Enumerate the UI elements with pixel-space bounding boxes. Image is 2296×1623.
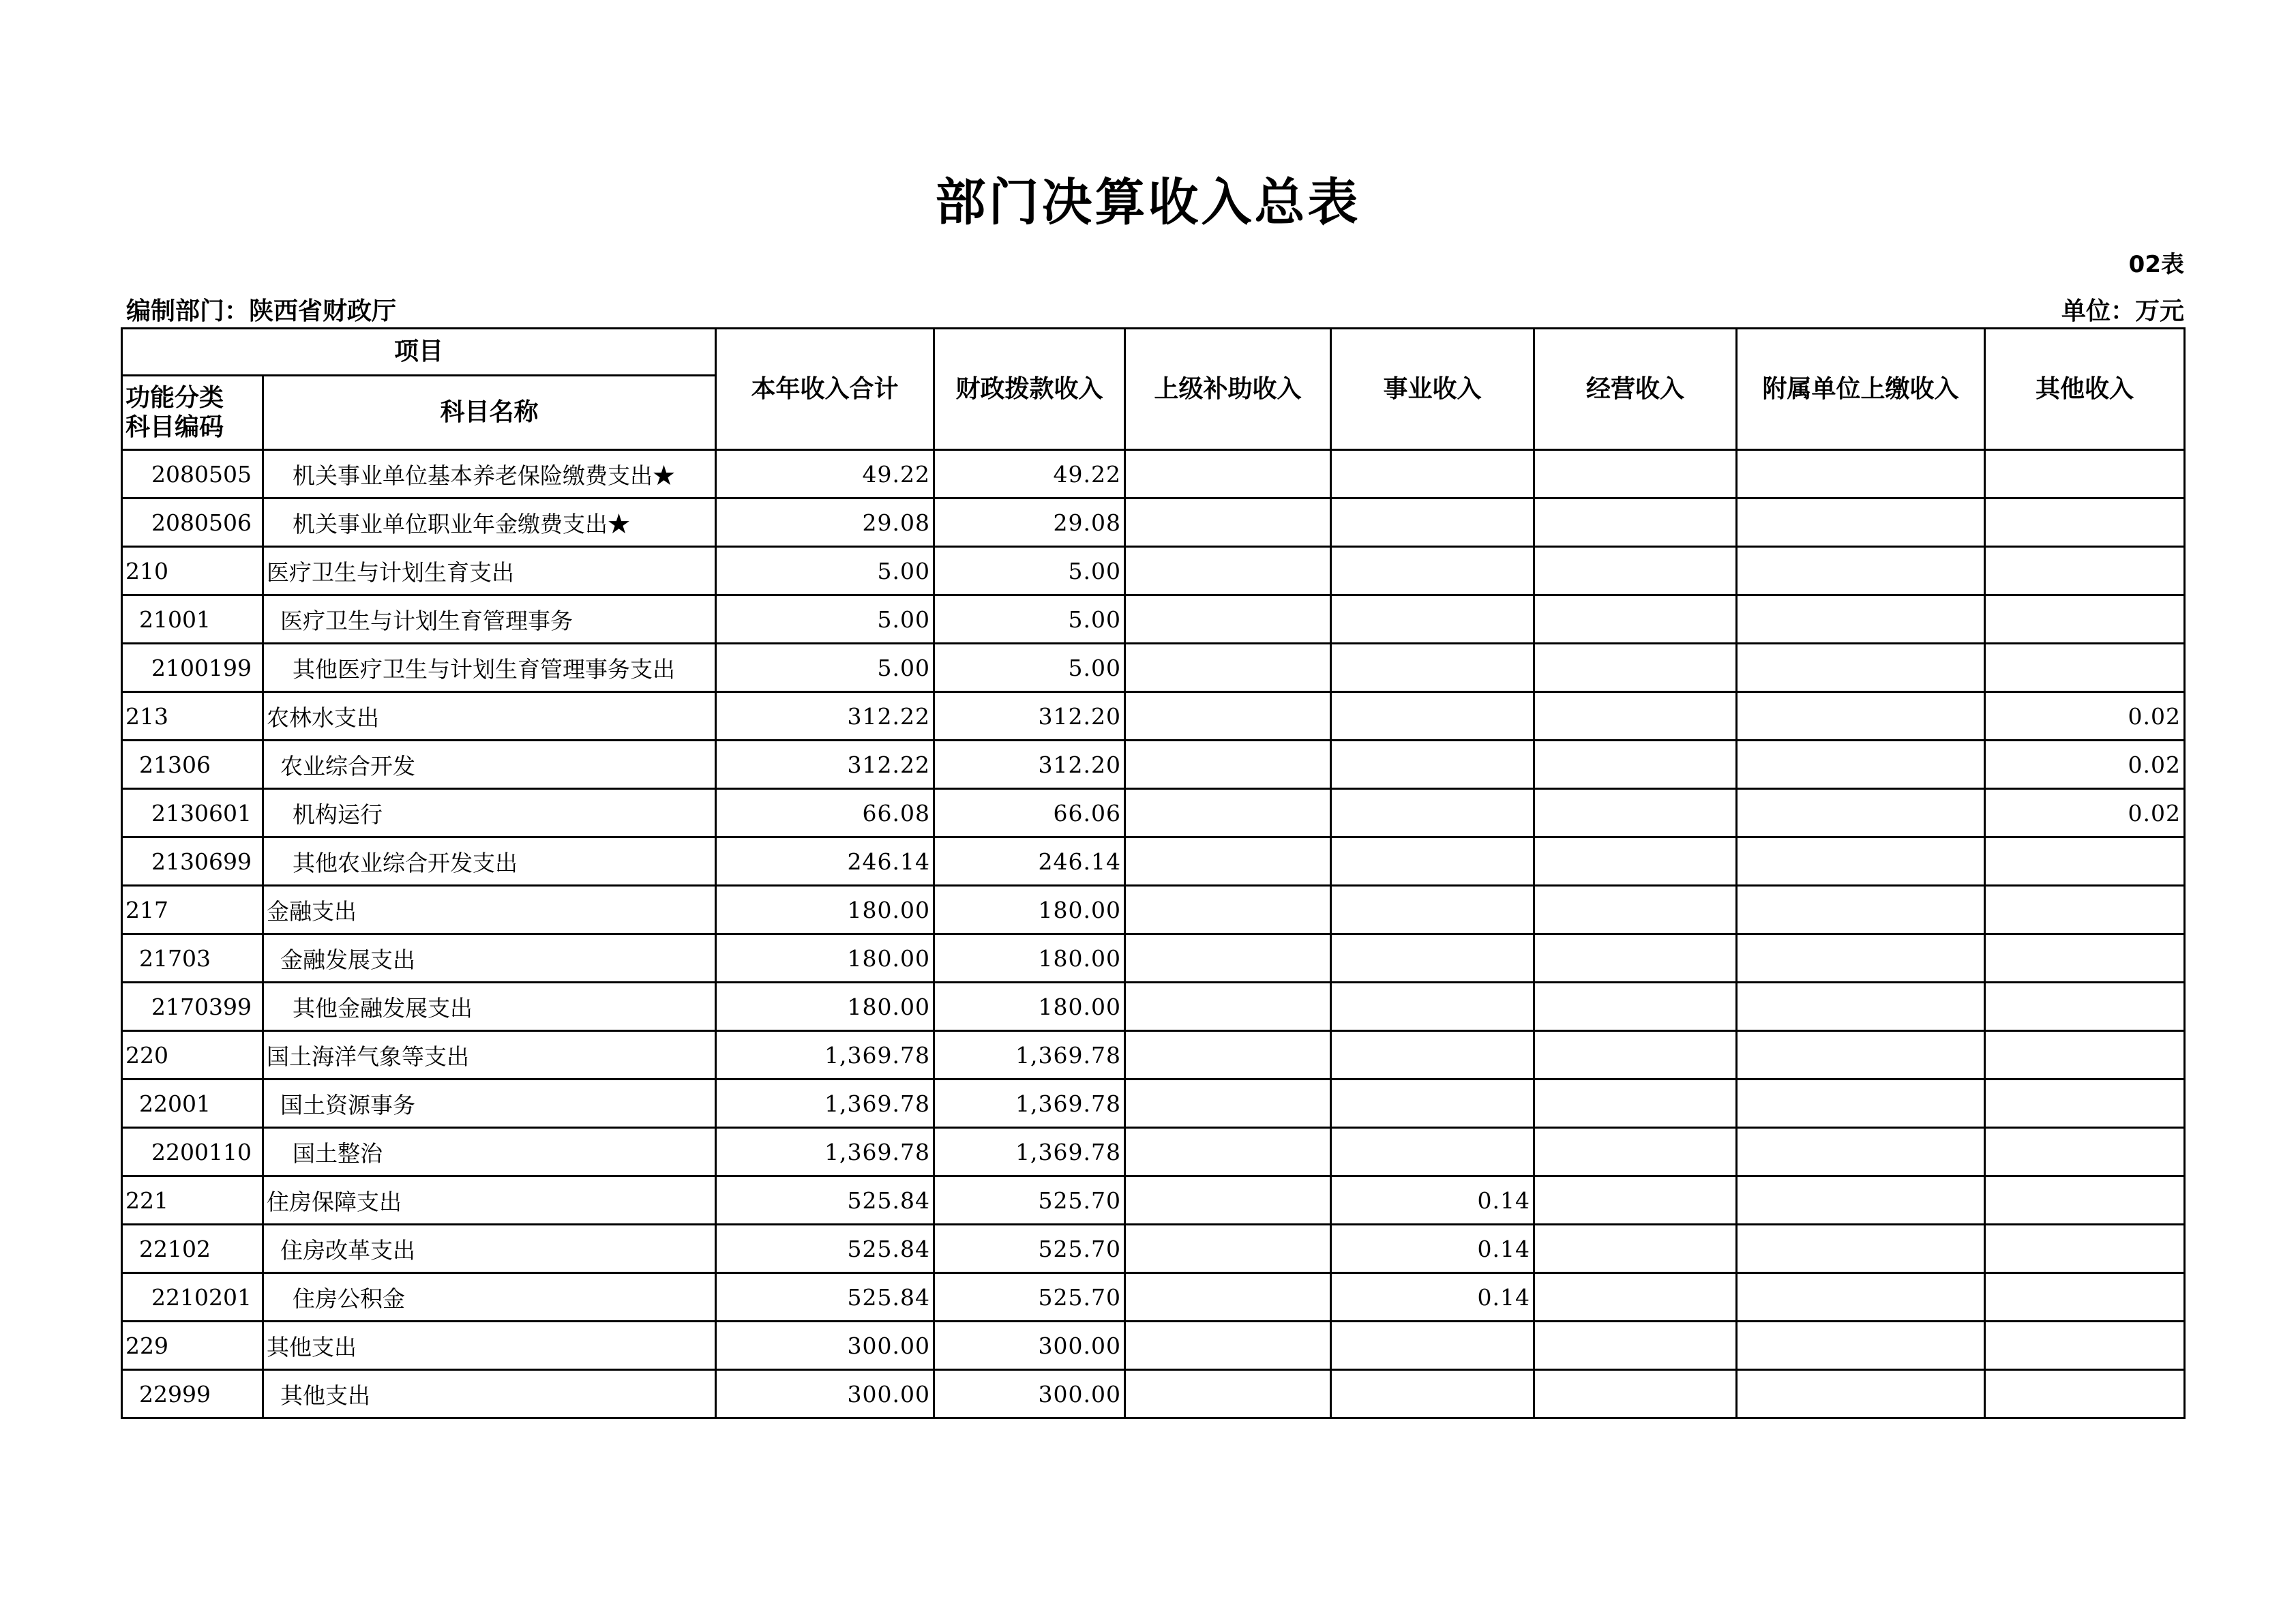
cell-business [1331, 1079, 1534, 1128]
cell-name: 医疗卫生与计划生育管理事务 [263, 595, 716, 644]
cell-code: 21001 [122, 595, 263, 644]
table-row [122, 692, 2185, 741]
table-row [122, 789, 2185, 837]
cell-code: 213 [122, 692, 263, 741]
cell-other [1985, 1079, 2185, 1128]
cell-code: 2080505 [122, 450, 263, 498]
cell-fiscal: 525.70 [934, 1225, 1125, 1273]
cell-operating [1534, 983, 1737, 1031]
cell-fiscal: 180.00 [934, 983, 1125, 1031]
cell-name: 住房公积金 [263, 1273, 716, 1322]
cell-affiliated [1737, 450, 1985, 498]
header-code-line2: 科目编码 [125, 413, 224, 441]
table-row [122, 1079, 2185, 1128]
cell-fiscal: 29.08 [934, 498, 1125, 547]
cell-code: 217 [122, 886, 263, 934]
cell-business [1331, 1322, 1534, 1370]
cell-superior [1125, 595, 1331, 644]
cell-superior [1125, 1322, 1331, 1370]
cell-total: 1,369.78 [716, 1079, 934, 1128]
cell-superior [1125, 450, 1331, 498]
header-superior: 上级补助收入 [1125, 329, 1331, 450]
cell-operating [1534, 1273, 1737, 1322]
cell-other: 0.02 [1985, 692, 2185, 741]
cell-code: 2100199 [122, 644, 263, 692]
table-row [122, 837, 2185, 886]
cell-superior [1125, 1079, 1331, 1128]
cell-total: 525.84 [716, 1225, 934, 1273]
cell-fiscal: 312.20 [934, 692, 1125, 741]
cell-total: 525.84 [716, 1176, 934, 1225]
cell-operating [1534, 1031, 1737, 1079]
cell-affiliated [1737, 1079, 1985, 1128]
cell-operating [1534, 595, 1737, 644]
cell-affiliated [1737, 741, 1985, 789]
cell-total: 246.14 [716, 837, 934, 886]
cell-code: 22001 [122, 1079, 263, 1128]
cell-total: 1,369.78 [716, 1031, 934, 1079]
cell-operating [1534, 692, 1737, 741]
cell-business: 0.14 [1331, 1225, 1534, 1273]
cell-affiliated [1737, 1176, 1985, 1225]
cell-fiscal: 525.70 [934, 1176, 1125, 1225]
cell-affiliated [1737, 789, 1985, 837]
page-title: 部门决算收入总表 [935, 173, 1361, 232]
cell-code: 21703 [122, 934, 263, 983]
header-fiscal: 财政拨款收入 [934, 329, 1125, 450]
cell-superior [1125, 934, 1331, 983]
cell-other [1985, 886, 2185, 934]
table-row [122, 1370, 2185, 1418]
cell-name: 其他支出 [263, 1322, 716, 1370]
table-row [122, 1128, 2185, 1176]
cell-business [1331, 1128, 1534, 1176]
header-code-line1: 功能分类 [125, 383, 224, 412]
cell-business [1331, 837, 1534, 886]
cell-total: 180.00 [716, 983, 934, 1031]
cell-total: 525.84 [716, 1273, 934, 1322]
cell-fiscal: 1,369.78 [934, 1079, 1125, 1128]
cell-superior [1125, 837, 1331, 886]
cell-other: 0.02 [1985, 789, 2185, 837]
cell-other [1985, 1128, 2185, 1176]
cell-total: 180.00 [716, 886, 934, 934]
cell-operating [1534, 644, 1737, 692]
cell-code: 2210201 [122, 1273, 263, 1322]
cell-business [1331, 934, 1534, 983]
cell-operating [1534, 837, 1737, 886]
cell-operating [1534, 498, 1737, 547]
cell-other [1985, 1031, 2185, 1079]
cell-total: 1,369.78 [716, 1128, 934, 1176]
cell-code: 2130601 [122, 789, 263, 837]
cell-other [1985, 1225, 2185, 1273]
cell-superior [1125, 1273, 1331, 1322]
cell-superior [1125, 1176, 1331, 1225]
cell-name: 国土整治 [263, 1128, 716, 1176]
cell-code: 22102 [122, 1225, 263, 1273]
cell-business [1331, 547, 1534, 595]
cell-operating [1534, 1128, 1737, 1176]
cell-affiliated [1737, 498, 1985, 547]
cell-operating [1534, 450, 1737, 498]
cell-affiliated [1737, 692, 1985, 741]
cell-business [1331, 450, 1534, 498]
header-name: 科目名称 [263, 376, 716, 450]
cell-total: 312.22 [716, 741, 934, 789]
cell-business: 0.14 [1331, 1273, 1534, 1322]
cell-name: 其他金融发展支出 [263, 983, 716, 1031]
cell-total: 66.08 [716, 789, 934, 837]
cell-other [1985, 450, 2185, 498]
header-item: 项目 [122, 329, 716, 376]
cell-name: 医疗卫生与计划生育支出 [263, 547, 716, 595]
cell-code: 22999 [122, 1370, 263, 1418]
cell-name: 金融支出 [263, 886, 716, 934]
cell-name: 机构运行 [263, 789, 716, 837]
cell-operating [1534, 789, 1737, 837]
cell-fiscal: 300.00 [934, 1370, 1125, 1418]
cell-affiliated [1737, 1031, 1985, 1079]
cell-fiscal: 246.14 [934, 837, 1125, 886]
header-affiliated: 附属单位上缴收入 [1737, 329, 1985, 450]
table-row [122, 644, 2185, 692]
cell-business [1331, 741, 1534, 789]
cell-operating [1534, 1322, 1737, 1370]
cell-fiscal: 300.00 [934, 1322, 1125, 1370]
cell-business [1331, 983, 1534, 1031]
cell-affiliated [1737, 1370, 1985, 1418]
cell-code: 21306 [122, 741, 263, 789]
cell-fiscal: 1,369.78 [934, 1128, 1125, 1176]
cell-operating [1534, 1176, 1737, 1225]
cell-total: 5.00 [716, 644, 934, 692]
cell-total: 5.00 [716, 547, 934, 595]
cell-total: 300.00 [716, 1322, 934, 1370]
cell-fiscal: 312.20 [934, 741, 1125, 789]
cell-business [1331, 1031, 1534, 1079]
table-row [122, 1176, 2185, 1225]
revenue-summary-table [121, 327, 2186, 1419]
cell-operating [1534, 1370, 1737, 1418]
cell-other [1985, 1322, 2185, 1370]
table-row [122, 1225, 2185, 1273]
table-row [122, 983, 2185, 1031]
cell-total: 180.00 [716, 934, 934, 983]
cell-affiliated [1737, 644, 1985, 692]
cell-code: 2200110 [122, 1128, 263, 1176]
header-operating: 经营收入 [1534, 329, 1737, 450]
cell-superior [1125, 498, 1331, 547]
cell-name: 金融发展支出 [263, 934, 716, 983]
cell-operating [1534, 1079, 1737, 1128]
cell-affiliated [1737, 595, 1985, 644]
cell-affiliated [1737, 983, 1985, 1031]
cell-affiliated [1737, 1273, 1985, 1322]
cell-affiliated [1737, 934, 1985, 983]
cell-business [1331, 498, 1534, 547]
cell-superior [1125, 1128, 1331, 1176]
cell-other [1985, 837, 2185, 886]
header-total: 本年收入合计 [716, 329, 934, 450]
cell-other [1985, 983, 2185, 1031]
table-row [122, 450, 2185, 498]
cell-affiliated [1737, 886, 1985, 934]
table-row [122, 886, 2185, 934]
cell-name: 国土资源事务 [263, 1079, 716, 1128]
cell-fiscal: 5.00 [934, 547, 1125, 595]
table-row [122, 1322, 2185, 1370]
header-other: 其他收入 [1985, 329, 2185, 450]
cell-code: 2170399 [122, 983, 263, 1031]
table-row [122, 595, 2185, 644]
cell-superior [1125, 547, 1331, 595]
cell-name: 国土海洋气象等支出 [263, 1031, 716, 1079]
header-business: 事业收入 [1331, 329, 1534, 450]
cell-other [1985, 1273, 2185, 1322]
cell-superior [1125, 1225, 1331, 1273]
cell-total: 29.08 [716, 498, 934, 547]
cell-affiliated [1737, 1128, 1985, 1176]
cell-other [1985, 1176, 2185, 1225]
cell-fiscal: 1,369.78 [934, 1031, 1125, 1079]
cell-name: 机关事业单位职业年金缴费支出★ [263, 498, 716, 547]
cell-other [1985, 595, 2185, 644]
cell-fiscal: 525.70 [934, 1273, 1125, 1322]
cell-affiliated [1737, 1225, 1985, 1273]
cell-fiscal: 180.00 [934, 934, 1125, 983]
header-code [122, 376, 263, 450]
cell-operating [1534, 934, 1737, 983]
cell-code: 210 [122, 547, 263, 595]
cell-name: 农业综合开发 [263, 741, 716, 789]
cell-other [1985, 1370, 2185, 1418]
table-row [122, 498, 2185, 547]
cell-name: 农林水支出 [263, 692, 716, 741]
cell-fiscal: 5.00 [934, 595, 1125, 644]
cell-business [1331, 886, 1534, 934]
cell-name: 住房保障支出 [263, 1176, 716, 1225]
cell-name: 其他农业综合开发支出 [263, 837, 716, 886]
cell-superior [1125, 1370, 1331, 1418]
cell-fiscal: 66.06 [934, 789, 1125, 837]
cell-superior [1125, 789, 1331, 837]
cell-affiliated [1737, 547, 1985, 595]
table-number: 02表 [2128, 251, 2184, 278]
cell-total: 5.00 [716, 595, 934, 644]
table-row [122, 1031, 2185, 1079]
cell-fiscal: 5.00 [934, 644, 1125, 692]
cell-superior [1125, 692, 1331, 741]
table-row [122, 934, 2185, 983]
cell-code: 229 [122, 1322, 263, 1370]
table-row [122, 1273, 2185, 1322]
cell-other [1985, 547, 2185, 595]
cell-affiliated [1737, 837, 1985, 886]
cell-superior [1125, 886, 1331, 934]
cell-total: 312.22 [716, 692, 934, 741]
table-row [122, 547, 2185, 595]
unit-label: 单位：万元 [2061, 297, 2184, 325]
cell-total: 300.00 [716, 1370, 934, 1418]
cell-code: 2130699 [122, 837, 263, 886]
cell-business [1331, 789, 1534, 837]
table-row [122, 741, 2185, 789]
table-body [122, 450, 2185, 1418]
cell-business: 0.14 [1331, 1176, 1534, 1225]
cell-name: 机关事业单位基本养老保险缴费支出★ [263, 450, 716, 498]
cell-name: 其他支出 [263, 1370, 716, 1418]
cell-fiscal: 49.22 [934, 450, 1125, 498]
cell-name: 住房改革支出 [263, 1225, 716, 1273]
cell-superior [1125, 1031, 1331, 1079]
cell-business [1331, 595, 1534, 644]
header-row-1 [122, 329, 2185, 376]
cell-operating [1534, 1225, 1737, 1273]
cell-operating [1534, 886, 1737, 934]
cell-superior [1125, 741, 1331, 789]
cell-business [1331, 1370, 1534, 1418]
cell-other [1985, 644, 2185, 692]
cell-superior [1125, 644, 1331, 692]
cell-operating [1534, 741, 1737, 789]
cell-code: 221 [122, 1176, 263, 1225]
cell-business [1331, 692, 1534, 741]
cell-superior [1125, 983, 1331, 1031]
cell-other: 0.02 [1985, 741, 2185, 789]
cell-code: 2080506 [122, 498, 263, 547]
cell-code: 220 [122, 1031, 263, 1079]
cell-other [1985, 934, 2185, 983]
cell-total: 49.22 [716, 450, 934, 498]
compiling-department: 编制部门：陕西省财政厅 [126, 297, 397, 325]
cell-other [1985, 498, 2185, 547]
cell-business [1331, 644, 1534, 692]
cell-name: 其他医疗卫生与计划生育管理事务支出 [263, 644, 716, 692]
cell-affiliated [1737, 1322, 1985, 1370]
cell-fiscal: 180.00 [934, 886, 1125, 934]
cell-operating [1534, 547, 1737, 595]
